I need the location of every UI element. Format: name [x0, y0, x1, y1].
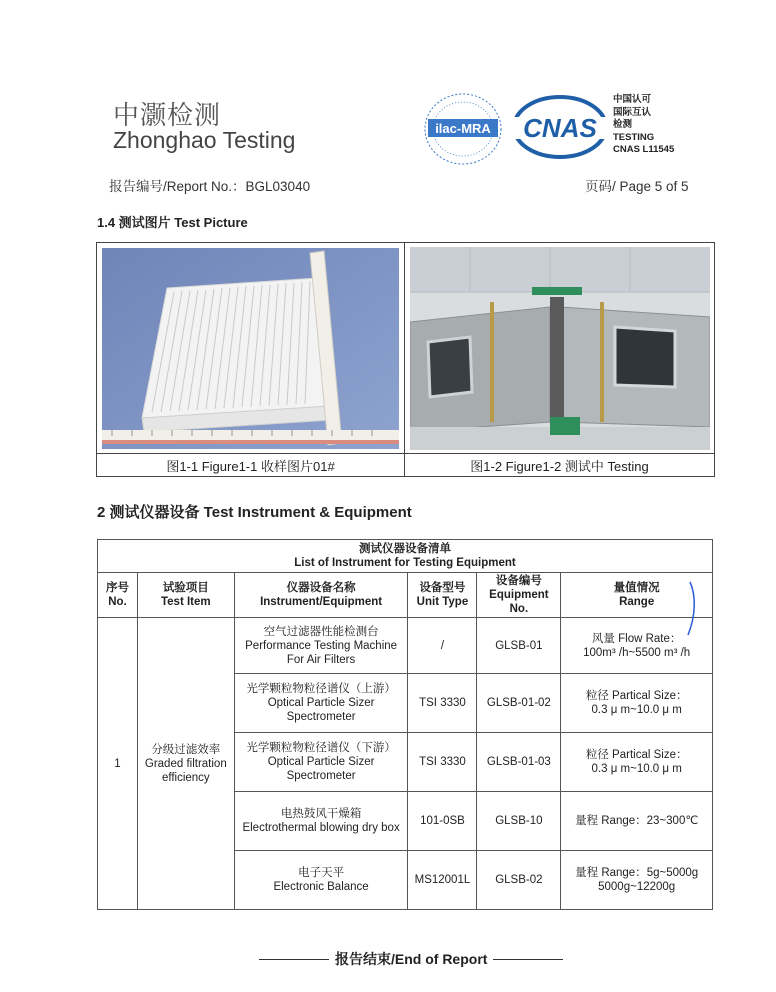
section-test-picture-title: 1.4 测试图片 Test Picture [97, 215, 248, 230]
header-en: Instrument/Equipment [260, 596, 383, 608]
instrument-en: Optical Particle Sizer Spectrometer [267, 697, 375, 723]
cnas-line: 国际互认 [613, 106, 652, 118]
cell-instrument [234, 618, 408, 674]
range-line: 5000g~12200g [598, 881, 676, 893]
range-line: 风量 Flow Rate： [591, 632, 682, 645]
cnas-line: CNAS L11545 [613, 144, 675, 155]
footer-rule-right [493, 959, 563, 960]
table-title-cn: 测试仪器设备清单 [359, 543, 451, 555]
cell-no: 1 [98, 618, 138, 910]
table-title-en: List of Instrument for Testing Equipment [294, 557, 516, 569]
cell-equipment-no: GLSB-02 [477, 851, 561, 910]
range-line: 0.3 μ m~10.0 μ m [591, 763, 682, 775]
table-title [98, 540, 713, 573]
cnas-accreditation-text [613, 94, 674, 157]
header-unit-type [408, 573, 477, 618]
cell-range [561, 674, 713, 733]
figure-caption-testing: 图1-2 Figure1-2 测试中 Testing [470, 459, 649, 474]
cnas-logo-text: CNAS [523, 113, 597, 143]
ilac-logo-text: ilac-MRA [435, 121, 491, 136]
company-name-en: Zhonghao Testing [113, 127, 296, 153]
header-en: Test Item [160, 596, 211, 608]
header-cn: 设备型号 [419, 582, 466, 594]
header-cn: 仪器设备名称 [286, 582, 356, 594]
report-number: 报告编号/Report No.：BGL03040 [109, 179, 311, 194]
photo-testing-rig [410, 247, 710, 450]
instrument-cn: 空气过滤器性能检测台 [263, 625, 379, 638]
pen-mark [680, 580, 700, 640]
cnas-line: 中国认可 [613, 94, 652, 105]
instrument-en: Optical Particle Sizer Spectrometer [267, 756, 375, 782]
cell-range [561, 851, 713, 910]
cell-unit-type: / [408, 618, 477, 674]
page-number: 页码/ Page 5 of 5 [585, 179, 689, 194]
cell-equipment-no: GLSB-01-02 [477, 674, 561, 733]
cell-range [561, 733, 713, 792]
cell-unit-type: TSI 3330 [408, 733, 477, 792]
header-en: Range [619, 596, 655, 608]
header-no [98, 573, 138, 618]
header-en: No. [108, 596, 127, 608]
test-item-cn: 分级过滤效率 [151, 743, 221, 756]
header-cn: 量值情况 [613, 582, 660, 594]
range-line: 量程 Range：5g~5000g [575, 867, 699, 879]
cell-instrument [234, 733, 408, 792]
footer-rule-left [259, 959, 329, 960]
section-instrument-title: 2 测试仪器设备 Test Instrument & Equipment [97, 504, 412, 521]
range-line: 0.3 μ m~10.0 μ m [591, 704, 682, 716]
instrument-en: Electrothermal blowing dry box [242, 822, 400, 834]
cell-test-item [137, 618, 234, 910]
instrument-cn: 电热鼓风干燥箱 [280, 808, 362, 820]
header-cn: 试验项目 [162, 582, 209, 594]
header-en: Unit Type [416, 596, 469, 608]
footer-text: 报告结束/End of Report [335, 951, 488, 967]
figure-caption-sample: 图1-1 Figure1-1 收样图片01# [166, 459, 335, 474]
instrument-en: Electronic Balance [273, 881, 369, 893]
company-name-cn: 中灏检测 [113, 101, 222, 131]
header-cn: 设备编号 [495, 575, 542, 587]
range-line: 量程 Range：23~300℃ [575, 815, 699, 827]
test-item-en: Graded filtration efficiency [144, 757, 227, 784]
cell-range [561, 792, 713, 851]
instrument-cn: 光学颗粒物粒径谱仪（下游） [246, 742, 396, 754]
cell-unit-type: 101-0SB [408, 792, 477, 851]
cnas-line: 检测 [613, 119, 633, 130]
ilac-mra-logo [420, 90, 506, 168]
equipment-table [97, 539, 713, 910]
cell-instrument [234, 792, 408, 851]
cell-equipment-no: GLSB-10 [477, 792, 561, 851]
instrument-cn: 光学颗粒物粒径谱仪（上游） [246, 683, 396, 695]
picture-frame [96, 242, 715, 477]
table-header-row [98, 573, 713, 618]
cell-unit-type: MS12001L [408, 851, 477, 910]
header-en: Equipment No. [489, 589, 549, 615]
instrument-en: Performance Testing Machine For Air Filters [245, 639, 398, 666]
cell-instrument [234, 851, 408, 910]
header-instrument [234, 573, 408, 618]
header-equipment-no [477, 573, 561, 618]
cnas-line: TESTING [613, 131, 655, 143]
range-line: 粒径 Partical Size： [585, 690, 688, 702]
header-cn: 序号 [105, 582, 129, 594]
header-test-item [137, 573, 234, 618]
cell-equipment-no: GLSB-01 [477, 618, 561, 674]
cell-equipment-no: GLSB-01-03 [477, 733, 561, 792]
range-line: 100m³ /h~5500 m³ /h [583, 646, 691, 659]
table-row [98, 618, 713, 674]
end-of-report [253, 949, 569, 969]
instrument-cn: 电子天平 [298, 867, 345, 879]
photo-sample-filter [102, 248, 399, 449]
cell-instrument [234, 674, 408, 733]
cell-unit-type: TSI 3330 [408, 674, 477, 733]
range-line: 粒径 Partical Size： [585, 749, 688, 761]
cnas-logo [510, 92, 610, 162]
